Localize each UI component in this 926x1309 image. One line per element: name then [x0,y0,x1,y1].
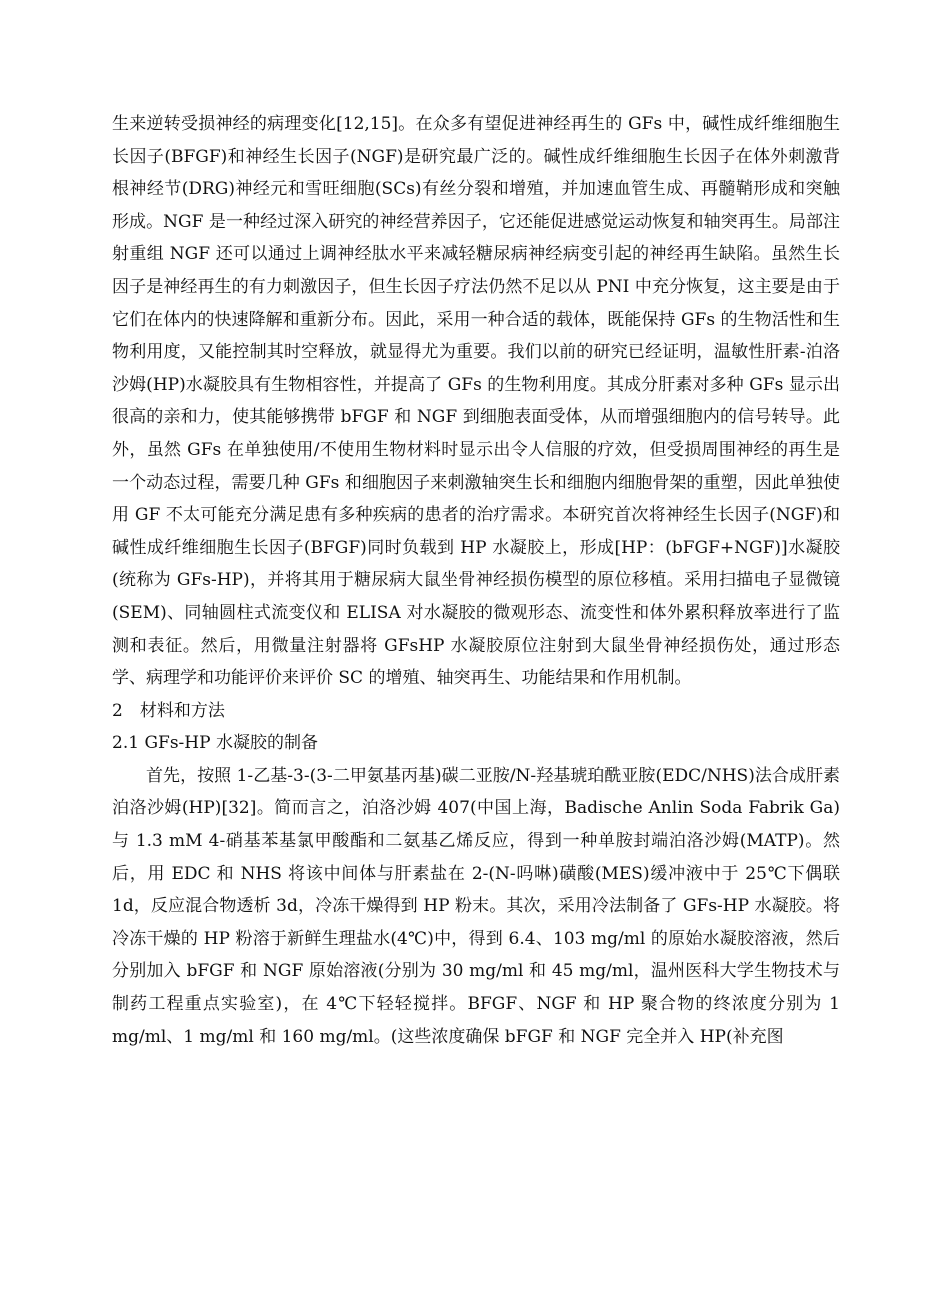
subsection-heading-gfs-hp-preparation: 2.1 GFs-HP 水凝胶的制备 [112,733,318,754]
document-body [112,108,840,1053]
section-heading-materials-methods: 2 材料和方法 [112,700,225,721]
paragraph-preparation-method: 首先，按照 1-乙基-3-(3-二甲氨基丙基)碳二亚胺/N-羟基琥珀酰亚胺(EDC/NHS)法合成肝素泊洛沙姆(HP)[32]。简而言之，泊洛沙姆 407(中国上海，Badische Anlin Soda Fabrik Ga)与 1.3 mM 4-硝基苯基氯甲酸酯和二氨基乙烯反应，得到一种单胺封端泊洛沙姆(MATP)。然后，用 EDC 和 NHS 将该中间体与肝素盐在 2-(N-吗啉)磺酸(MES)缓冲液中于 25℃下偶联 1d，反应混合物透析 3d，冷冻干燥得到 HP 粉末。其次，采用冷法制备了 GFs-HP 水凝胶。将冷冻干燥的 HP 粉溶于新鲜生理盐水(4℃)中，得到 6.4、103 mg/ml 的原始水凝胶溶液，然后分别加入 bFGF 和 NGF 原始溶液(分别为 30 mg/ml 和 45 mg/ml，温州医科大学生物技术与制药工程重点实验室)，在 4℃下轻轻搅拌。BFGF、NGF 和 HP 聚合物的终浓度分别为 1 mg/ml、1 mg/ml 和 160 mg/ml。(这些浓度确保 bFGF 和 NGF 完全并入 HP(补充图 [112,765,840,1047]
paragraph-intro-continuation: 生来逆转受损神经的病理变化[12,15]。在众多有望促进神经再生的 GFs 中，碱性成纤维细胞生长因子(BFGF)和神经生长因子(NGF)是研究最广泛的。碱性成纤维细胞生长因子在体外刺激背根神经节(DRG)神经元和雪旺细胞(SCs)有丝分裂和增殖，并加速血管生成、再髓鞘形成和突触形成。NGF 是一种经过深入研究的神经营养因子，它还能促进感觉运动恢复和轴突再生。局部注射重组 NGF 还可以通过上调神经肽水平来减轻糖尿病神经病变引起的神经再生缺陷。虽然生长因子是神经再生的有力刺激因子，但生长因子疗法仍然不足以从 PNI 中充分恢复，这主要是由于它们在体内的快速降解和重新分布。因此，采用一种合适的载体，既能保持 GFs 的生物活性和生物利用度，又能控制其时空释放，就显得尤为重要。我们以前的研究已经证明，温敏性肝素-泊洛沙姆(HP)水凝胶具有生物相容性，并提高了 GFs 的生物利用度。其成分肝素对多种 GFs 显示出很高的亲和力，使其能够携带 bFGF 和 NGF 到细胞表面受体，从而增强细胞内的信号转导。此外，虽然 GFs 在单独使用/不使用生物材料时显示出令人信服的疗效，但受损周围神经的再生是一个动态过程，需要几种 GFs 和细胞因子来刺激轴突生长和细胞内细胞骨架的重塑，因此单独使用 GF 不太可能充分满足患有多种疾病的患者的治疗需求。本研究首次将神经生长因子(NGF)和碱性成纤维细胞生长因子(BFGF)同时负载到 HP 水凝胶上，形成[HP：(bFGF+NGF)]水凝胶(统称为 GFs-HP)，并将其用于糖尿病大鼠坐骨神经损伤模型的原位移植。采用扫描电子显微镜(SEM)、同轴圆柱式流变仪和 ELISA 对水凝胶的微观形态、流变性和体外累积释放率进行了监测和表征。然后，用微量注射器将 GFsHP 水凝胶原位注射到大鼠坐骨神经损伤处，通过形态学、病理学和功能评价来评价 SC 的增殖、轴突再生、功能结果和作用机制。 [112,114,840,689]
